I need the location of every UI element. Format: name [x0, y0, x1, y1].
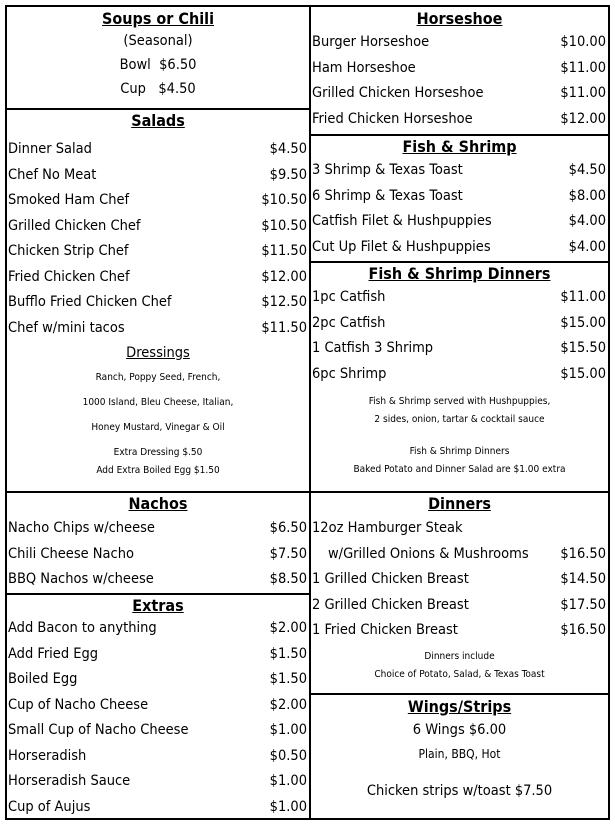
salads-section [7, 111, 309, 480]
soup-cup-label: Cup [120, 81, 146, 97]
extra-dressing-note: Extra Dressing $.50 [113, 447, 203, 458]
extras-title: Extras [132, 596, 184, 615]
wings-title: Wings/Strips [407, 697, 512, 716]
menu-item: Ham Horseshoe $11.00 [312, 59, 606, 76]
dinners-title: Dinners [428, 494, 491, 513]
menu-item: Grilled Chicken Horseshoe $11.00 [312, 85, 606, 101]
menu-item: w/Grilled Onions & Mushrooms $16.50 [328, 545, 606, 562]
soups-section [7, 9, 309, 101]
menu-item: Catfish Filet & Hushpuppies $4.00 [312, 213, 606, 229]
fish-dinners-title: Fish & Shrimp Dinners [368, 264, 551, 283]
divider [7, 593, 309, 595]
menu-item: 2pc Catfish $15.00 [312, 314, 606, 331]
fish-shrimp-title: Fish & Shrimp [402, 137, 517, 156]
wings-section [311, 697, 608, 803]
divider [7, 108, 309, 110]
soup-bowl-price: $6.50 [159, 57, 197, 73]
dressings-title: Dressings [126, 345, 190, 361]
menu-item: Dinner Salad $4.50 [8, 141, 307, 157]
horseshoe-section [311, 9, 608, 132]
dinners-note-line: Choice of Potato, Salad, & Texas Toast [374, 668, 545, 680]
divider [7, 491, 309, 493]
fish-shrimp-section [311, 137, 608, 260]
soups-title: Soups or Chili [102, 9, 214, 28]
soup-cup-price: $4.50 [158, 81, 196, 97]
menu-item: 6 Shrimp & Texas Toast $8.00 [312, 187, 606, 204]
nachos-section [7, 494, 309, 593]
dinners-note-line: Dinners include [424, 650, 495, 662]
menu-item: Cut Up Filet & Hushpuppies $4.00 [312, 238, 606, 255]
wings-flavors: Plain, BBQ, Hot [418, 747, 501, 761]
menu-item: 2 Grilled Chicken Breast $17.50 [312, 596, 606, 613]
menu-item: 1 Fried Chicken Breast $16.50 [312, 622, 606, 638]
soups-note: (Seasonal) [123, 33, 193, 49]
menu-item: 3 Shrimp & Texas Toast $4.50 [312, 162, 606, 178]
fish-dinners-section [311, 264, 608, 479]
menu-item: Add Fried Egg $1.50 [8, 645, 307, 662]
menu-item: Cup of Nacho Cheese $2.00 [8, 696, 307, 713]
menu-item: Bufflo Fried Chicken Chef $12.50 [8, 294, 307, 310]
menu-item: Cup of Aujus $1.00 [8, 798, 307, 815]
fish-note2-line: Fish & Shrimp Dinners [409, 446, 510, 457]
divider [311, 261, 608, 263]
menu-item: 1pc Catfish $11.00 [312, 289, 606, 305]
dressings-line: Honey Mustard, Vinegar & Oil [91, 422, 225, 433]
menu-item: Chili Cheese Nacho $7.50 [8, 545, 307, 562]
salads-title: Salads [131, 111, 185, 130]
menu-item: Nacho Chips w/cheese $6.50 [8, 520, 307, 536]
menu-item: Chicken Strip Chef $11.50 [8, 243, 307, 259]
soup-cup [7, 77, 309, 101]
soup-bowl-label: Bowl [119, 57, 151, 73]
menu-item: Horseradish $0.50 [8, 747, 307, 764]
nachos-title: Nachos [128, 494, 188, 513]
menu-item: Fried Chicken Chef $12.00 [8, 268, 307, 285]
menu-item: 6pc Shrimp $15.00 [312, 365, 606, 382]
divider [311, 491, 608, 493]
chicken-strips-line: Chicken strips w/toast $7.50 [366, 783, 553, 799]
dressings-line: 1000 Island, Bleu Cheese, Italian, [82, 397, 234, 408]
horseshoe-title: Horseshoe [416, 9, 503, 28]
dinners-section [311, 494, 608, 684]
menu-item: Fried Chicken Horseshoe $12.00 [312, 110, 606, 127]
extra-egg-note: Add Extra Boiled Egg $1.50 [96, 465, 220, 476]
menu-item: Small Cup of Nacho Cheese $1.00 [8, 722, 307, 738]
fish-note-line: Fish & Shrimp served with Hushpuppies, [368, 396, 551, 407]
menu-item: Boiled Egg $1.50 [8, 671, 307, 687]
divider [311, 134, 608, 136]
fish-note2-line: Baked Potato and Dinner Salad are $1.00 extra [353, 464, 566, 475]
menu-board [5, 5, 610, 820]
extras-section [7, 596, 309, 820]
menu-item: Smoked Ham Chef $10.50 [8, 192, 307, 208]
wings-price-line: 6 Wings $6.00 [412, 722, 507, 738]
menu-item: 1 Grilled Chicken Breast $14.50 [312, 571, 606, 587]
menu-item: Grilled Chicken Chef $10.50 [8, 217, 307, 234]
menu-item: Chef w/mini tacos $11.50 [8, 319, 307, 336]
menu-item: BBQ Nachos w/cheese $8.50 [8, 571, 307, 587]
menu-item: Add Bacon to anything $2.00 [8, 620, 307, 636]
soup-bowl [7, 53, 309, 77]
menu-item: 12oz Hamburger Steak [312, 520, 463, 536]
menu-item: 1 Catfish 3 Shrimp $15.50 [312, 340, 606, 356]
menu-item: Chef No Meat $9.50 [8, 166, 307, 183]
divider [311, 693, 608, 695]
dressings-line: Ranch, Poppy Seed, French, [95, 372, 221, 383]
menu-item: Burger Horseshoe $10.00 [312, 34, 606, 50]
fish-note-line: 2 sides, onion, tartar & cocktail sauce [374, 414, 545, 425]
menu-item: Horseradish Sauce $1.00 [8, 773, 307, 789]
